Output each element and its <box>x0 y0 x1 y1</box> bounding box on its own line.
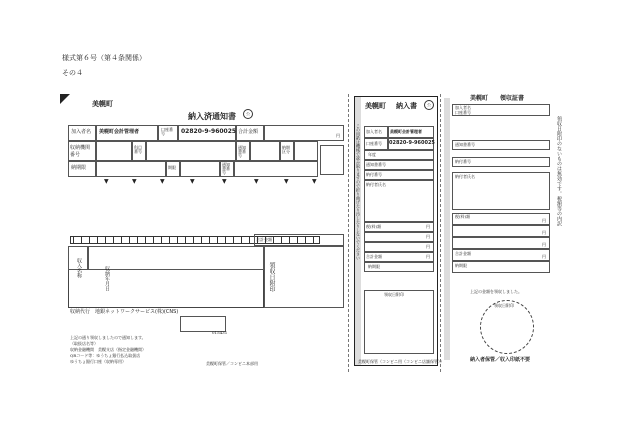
slip2-tax-label: 税(料)額 <box>366 224 382 229</box>
slip2-yen3: 円 <box>426 244 430 249</box>
slip1-town: 美幌町 <box>92 99 113 108</box>
slip3-seal-label: 領収日附印 <box>494 303 514 308</box>
account-number: 02820-9-960025 <box>181 128 237 135</box>
payee-label: 加入者名 <box>71 129 92 135</box>
slip3-receipt-msg: 上記の金額を領収しました。 <box>470 289 522 294</box>
slip3-payee-label: 加入者名 <box>455 105 471 110</box>
agency-label: 収納機関番号 <box>70 145 91 158</box>
cut-line-2 <box>440 94 441 372</box>
total2-label: 合計金額 <box>256 237 272 242</box>
form-sub-number: その４ <box>62 69 83 77</box>
side-label-a: 収入名称 <box>76 258 82 278</box>
seal-area-label: 領収日附印 <box>268 262 275 292</box>
due2-label: 期限 <box>168 165 176 170</box>
payee-name: 美幌町会計管理者 <box>99 129 140 135</box>
slip2-side-note: この用紙は機械で読み取りますので折り曲げたり汚したりしないでください <box>356 124 361 260</box>
slip1-footer: 美幌町保管／コンビニ本部用 <box>206 361 258 366</box>
due-label: 納期限 <box>71 165 87 171</box>
slip2-year: 年度 <box>368 152 376 157</box>
agent-name: 収納代行 地銀ネットワークサービス(株)(CNS) <box>70 309 179 315</box>
slip2-payno: 納付番号 <box>366 172 382 177</box>
slip3-acct-label: 口座番号 <box>455 110 471 115</box>
period-type-label: 納期区分 <box>282 145 290 154</box>
note-1: 上記の通り領収しましたので通知します。 <box>70 335 146 340</box>
slip2-total-label: 合計金額 <box>366 254 382 259</box>
slip3-name-label: 納付者氏名 <box>455 174 475 179</box>
cut-line-1 <box>348 94 349 372</box>
slip2-yen2: 円 <box>426 234 430 239</box>
seal-mark2-icon: 公 <box>424 100 434 110</box>
slip3-footer: 納入者保管／収入印紙不要 <box>470 357 531 363</box>
yen-unit: 円 <box>336 133 340 138</box>
slip2-title: 納入書 <box>396 101 417 110</box>
slip2-name-label: 納付者氏名 <box>366 182 386 187</box>
note-4: QRコード等：ゆうちょ銀行払込取扱店 <box>70 353 141 358</box>
slip2-yen1: 円 <box>426 224 430 229</box>
slip3-notice: 通知書番号 <box>455 142 475 147</box>
slip2-yen4: 円 <box>426 254 430 259</box>
slip3-tax-label: 税(料)額 <box>455 214 471 219</box>
slip2-seal-label: 領収日附印 <box>384 292 404 297</box>
slip2-payee: 美幌町会計管理者 <box>390 129 422 134</box>
seal-mark-icon: 公 <box>243 109 253 119</box>
corner-mark-icon <box>60 94 70 104</box>
slip3-yen1: 円 <box>542 218 546 223</box>
slip3-yen2: 円 <box>542 230 546 235</box>
slip2-footer: 美幌町保管（コンビニ用（コンビニ店舗保管）） <box>358 359 444 364</box>
slip3-yen4: 円 <box>542 254 546 259</box>
slip3-total-label: 合計金額 <box>455 251 471 256</box>
slip2-town: 美幌町 <box>365 101 386 110</box>
total-label: 合計金額 <box>238 129 259 135</box>
account-label: 口座番号 <box>161 127 173 136</box>
slip2-notice: 通知書番号 <box>366 162 386 167</box>
form-number: 様式第６号（第４条関係） <box>62 54 146 62</box>
note-5: ゆうちょ銀行口座（収納専用） <box>70 359 126 364</box>
subject-label: 科目番号 <box>134 145 142 154</box>
slip2-payee-label: 加入者名 <box>366 129 382 134</box>
slip3-side-note: 領収日附印のないものは無効です。税額等の内訳 <box>556 116 562 226</box>
slip1-title: 納入済通知書 <box>188 111 236 121</box>
notice-label: 通知書番号 <box>238 145 246 158</box>
slip2-acct-label: 口座番号 <box>366 141 382 146</box>
slip3-title: 領収証書 <box>500 95 525 102</box>
notice2-label: 通知書番号 <box>222 162 230 175</box>
slip3-town: 美幌町 <box>470 95 489 102</box>
slip-code: 015431 <box>212 330 228 335</box>
note-2: （取扱店名等） <box>70 341 98 346</box>
slip3-due-label: 納期限 <box>455 263 467 268</box>
slip2-acct: 02820-9-960025 <box>389 140 435 146</box>
slip3-yen3: 円 <box>542 242 546 247</box>
slip2-due-label: 納期限 <box>368 264 380 269</box>
note-3: 収納金融機関 美幌支店（指定金融機関） <box>70 347 146 352</box>
side-label-b: 収納年月日 <box>104 266 110 291</box>
slip3-seal-circle <box>480 300 534 354</box>
slip3-payno: 納付番号 <box>455 159 471 164</box>
